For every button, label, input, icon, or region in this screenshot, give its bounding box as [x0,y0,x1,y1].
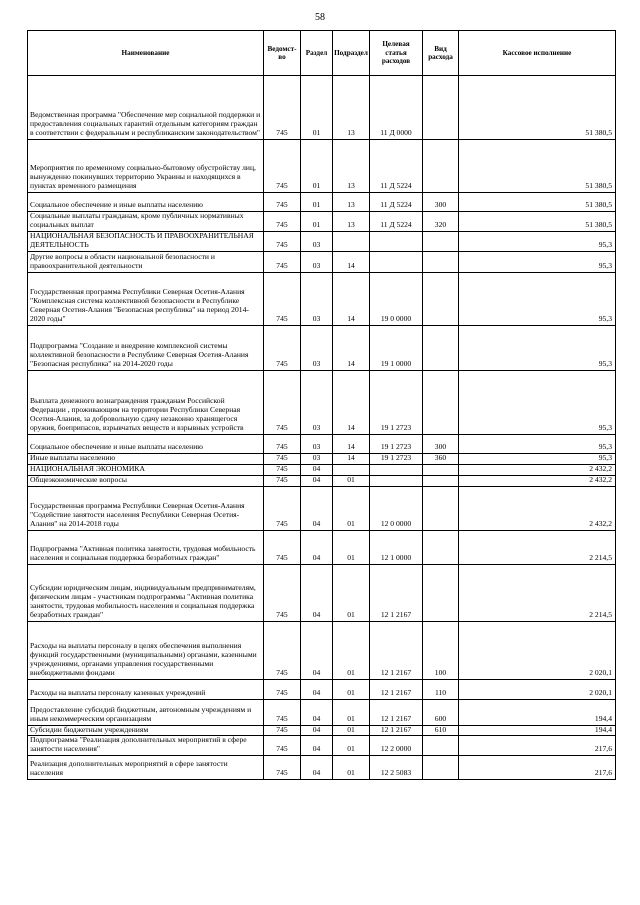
cell-section: 04 [301,564,333,621]
cell-subsection: 01 [333,736,370,756]
table-row [28,370,616,434]
cell-department: 745 [264,140,301,193]
cell-section: 04 [301,699,333,725]
cell-cash-execution: 2 214,5 [459,564,616,621]
cell-department: 745 [264,212,301,232]
cell-department: 745 [264,370,301,434]
table-row [28,76,616,140]
cell-subsection: 14 [333,272,370,325]
cell-target-article [370,464,423,475]
cell-target-article: 12 1 2167 [370,564,423,621]
table-row [28,486,616,530]
cell-cash-execution: 95,3 [459,434,616,453]
header-cash-execution: Кассовое исполнение [459,31,616,76]
cell-department: 745 [264,434,301,453]
cell-section: 03 [301,251,333,272]
table-row [28,464,616,475]
cell-subsection: 01 [333,475,370,486]
table-row [28,231,616,251]
cell-expense-type: 100 [423,621,459,679]
cell-cash-execution: 51 380,5 [459,76,616,140]
cell-expense-type: 360 [423,453,459,464]
table-row [28,736,616,756]
table-row [28,193,616,212]
cell-department: 745 [264,736,301,756]
cell-section: 01 [301,193,333,212]
cell-name: Ведомственная программа "Обеспечение мер социальной поддержки и предоставления социальных гарантий отдельным категориям граждан в соответствии с федеральным и республиканским законодательством" [28,76,264,140]
cell-name: НАЦИОНАЛЬНАЯ ЭКОНОМИКА [28,464,264,475]
table-row [28,699,616,725]
cell-section: 04 [301,464,333,475]
cell-expense-type: 300 [423,434,459,453]
cell-section: 03 [301,370,333,434]
cell-expense-type: 610 [423,725,459,736]
cell-expense-type [423,140,459,193]
cell-department: 745 [264,475,301,486]
cell-department: 745 [264,464,301,475]
cell-section: 03 [301,272,333,325]
cell-subsection: 14 [333,251,370,272]
cell-subsection: 01 [333,530,370,564]
cell-subsection: 14 [333,370,370,434]
cell-name: НАЦИОНАЛЬНАЯ БЕЗОПАСНОСТЬ И ПРАВООХРАНИТЕЛЬНАЯ ДЕЯТЕЛЬНОСТЬ [28,231,264,251]
cell-name: Государственная программа Республики Северная Осетия-Алания "Комплексная система коллективной безопасности в Республике Северная Осетия-Алания "Безопасная республика" на период 2014-2020 годы" [28,272,264,325]
cell-cash-execution: 2 432,2 [459,486,616,530]
table-row [28,564,616,621]
cell-name: Другие вопросы в области национальной безопасности и правоохранительной деятельности [28,251,264,272]
header-section: Раздел [301,31,333,76]
page-number: 58 [315,12,325,23]
cell-section: 03 [301,325,333,370]
cell-target-article: 12 1 0000 [370,530,423,564]
cell-cash-execution: 194,4 [459,725,616,736]
header-subsection: Подраздел [333,31,370,76]
cell-subsection: 01 [333,564,370,621]
cell-name: Расходы на выплаты персоналу в целях обеспечения выполнения функций государственными (муниципальными) органами, казенными учреждениями, органами управления государственными внебюджетными фондами [28,621,264,679]
cell-name: Общеэкономические вопросы [28,475,264,486]
cell-name: Социальное обеспечение и иные выплаты населению [28,434,264,453]
table-body [28,76,616,780]
cell-expense-type [423,370,459,434]
cell-section: 03 [301,453,333,464]
cell-expense-type [423,76,459,140]
table-row [28,679,616,699]
cell-subsection: 01 [333,621,370,679]
table-row [28,475,616,486]
table-row [28,272,616,325]
cell-target-article [370,231,423,251]
cell-cash-execution: 51 380,5 [459,212,616,232]
cell-department: 745 [264,564,301,621]
cell-subsection: 01 [333,679,370,699]
cell-department: 745 [264,76,301,140]
cell-section: 01 [301,140,333,193]
header-expense-type: Вид расхода [423,31,459,76]
cell-cash-execution: 51 380,5 [459,193,616,212]
cell-cash-execution: 217,6 [459,756,616,780]
table-row [28,725,616,736]
cell-department: 745 [264,486,301,530]
table-row [28,621,616,679]
cell-expense-type [423,464,459,475]
cell-target-article: 12 1 2167 [370,679,423,699]
cell-department: 745 [264,251,301,272]
cell-cash-execution: 194,4 [459,699,616,725]
cell-subsection: 14 [333,325,370,370]
cell-cash-execution: 95,3 [459,453,616,464]
cell-target-article: 11 Д 5224 [370,140,423,193]
cell-expense-type [423,272,459,325]
table-header-row [28,31,616,76]
cell-section: 04 [301,736,333,756]
cell-subsection: 01 [333,699,370,725]
cell-subsection: 13 [333,212,370,232]
cell-section: 01 [301,212,333,232]
cell-department: 745 [264,231,301,251]
cell-cash-execution: 51 380,5 [459,140,616,193]
cell-department: 745 [264,725,301,736]
cell-department: 745 [264,272,301,325]
cell-subsection [333,464,370,475]
header-department: Ведомст-во [264,31,301,76]
cell-cash-execution: 95,3 [459,325,616,370]
cell-expense-type: 110 [423,679,459,699]
table-row [28,212,616,232]
cell-department: 745 [264,453,301,464]
table-row [28,251,616,272]
cell-name: Иные выплаты населению [28,453,264,464]
cell-target-article: 11 Д 0000 [370,76,423,140]
cell-target-article: 19 0 0000 [370,272,423,325]
cell-section: 04 [301,475,333,486]
cell-expense-type [423,756,459,780]
cell-name: Расходы на выплаты персоналу казенных учреждений [28,679,264,699]
cell-target-article: 11 Д 5224 [370,193,423,212]
cell-expense-type [423,475,459,486]
cell-section: 03 [301,434,333,453]
cell-expense-type [423,251,459,272]
cell-target-article: 11 Д 5224 [370,212,423,232]
cell-name: Предоставление субсидий бюджетным, автономным учреждениям и иным некоммерческим организациям [28,699,264,725]
cell-target-article: 12 1 2167 [370,725,423,736]
cell-cash-execution: 217,6 [459,736,616,756]
cell-target-article: 12 1 2167 [370,699,423,725]
cell-name: Подпрограмма "Реализация дополнительных мероприятий в сфере занятости населения" [28,736,264,756]
cell-target-article: 12 2 0000 [370,736,423,756]
cell-cash-execution: 2 214,5 [459,530,616,564]
cell-department: 745 [264,193,301,212]
cell-cash-execution: 95,3 [459,231,616,251]
header-name: Наименование [28,31,264,76]
table-row [28,530,616,564]
cell-name: Мероприятия по временному социально-бытовому обустройству лиц, вынужденно покинувших территорию Украины и находящихся в пунктах временного размещения [28,140,264,193]
table-row [28,453,616,464]
cell-expense-type [423,564,459,621]
cell-name: Социальные выплаты гражданам, кроме публичных нормативных социальных выплат [28,212,264,232]
cell-subsection: 14 [333,434,370,453]
cell-section: 01 [301,76,333,140]
cell-section: 04 [301,530,333,564]
cell-department: 745 [264,756,301,780]
cell-subsection: 14 [333,453,370,464]
cell-subsection: 13 [333,140,370,193]
cell-target-article [370,251,423,272]
cell-department: 745 [264,530,301,564]
cell-department: 745 [264,699,301,725]
cell-section: 04 [301,679,333,699]
cell-name: Подпрограмма "Активная политика занятости, трудовая мобильность населения и социальная поддержка безработных граждан" [28,530,264,564]
cell-name: Социальное обеспечение и иные выплаты населению [28,193,264,212]
cell-expense-type: 320 [423,212,459,232]
cell-expense-type [423,325,459,370]
cell-subsection [333,231,370,251]
cell-subsection: 01 [333,756,370,780]
table-row [28,325,616,370]
cell-cash-execution: 95,3 [459,272,616,325]
cell-expense-type [423,736,459,756]
cell-target-article [370,475,423,486]
cell-name: Государственная программа Республики Северная Осетия-Алания "Содействие занятости населения Республики Северная Осетия-Алания" на 2014-2018 годы [28,486,264,530]
cell-name: Подпрограмма "Создание и внедрение комплексной системы коллективной безопасности в Республике Северная Осетия-Алания "Безопасная республика" на 2014-2020 годы [28,325,264,370]
cell-expense-type [423,231,459,251]
cell-subsection: 01 [333,486,370,530]
cell-section: 03 [301,231,333,251]
cell-cash-execution: 95,3 [459,251,616,272]
cell-target-article: 19 1 0000 [370,325,423,370]
cell-name: Субсидии бюджетным учреждениям [28,725,264,736]
cell-section: 04 [301,756,333,780]
table-row [28,434,616,453]
cell-cash-execution: 2 020,1 [459,679,616,699]
cell-name: Субсидии юридическим лицам, индивидуальным предпринимателям, физическим лицам - участникам подпрограммы "Активная политика занятости, трудовая мобильность населения и социальная поддержка безработных граждан" [28,564,264,621]
cell-department: 745 [264,621,301,679]
table-row [28,140,616,193]
cell-cash-execution: 95,3 [459,370,616,434]
cell-expense-type [423,486,459,530]
cell-target-article: 12 2 5083 [370,756,423,780]
budget-table [27,30,616,780]
cell-target-article: 12 0 0000 [370,486,423,530]
cell-section: 04 [301,486,333,530]
cell-expense-type: 600 [423,699,459,725]
cell-subsection: 13 [333,76,370,140]
cell-cash-execution: 2 432,2 [459,475,616,486]
cell-target-article: 19 1 2723 [370,434,423,453]
cell-expense-type: 300 [423,193,459,212]
cell-department: 745 [264,679,301,699]
cell-name: Реализация дополнительных мероприятий в сфере занятости населения [28,756,264,780]
cell-subsection: 13 [333,193,370,212]
cell-department: 745 [264,325,301,370]
cell-cash-execution: 2 020,1 [459,621,616,679]
cell-cash-execution: 2 432,2 [459,464,616,475]
cell-section: 04 [301,725,333,736]
cell-subsection: 01 [333,725,370,736]
cell-name: Выплата денежного вознаграждения гражданам Российской Федерации , проживающим на территории Республики Северная Осетия-Алания, за добровольную сдачу незаконно хранящегося оружия, боеприпасов, взрывчатых веществ и взрывных устройств [28,370,264,434]
cell-section: 04 [301,621,333,679]
cell-expense-type [423,530,459,564]
cell-target-article: 19 1 2723 [370,453,423,464]
cell-target-article: 12 1 2167 [370,621,423,679]
header-target-article: Целевая статья расходов [370,31,423,76]
cell-target-article: 19 1 2723 [370,370,423,434]
table-row [28,756,616,780]
